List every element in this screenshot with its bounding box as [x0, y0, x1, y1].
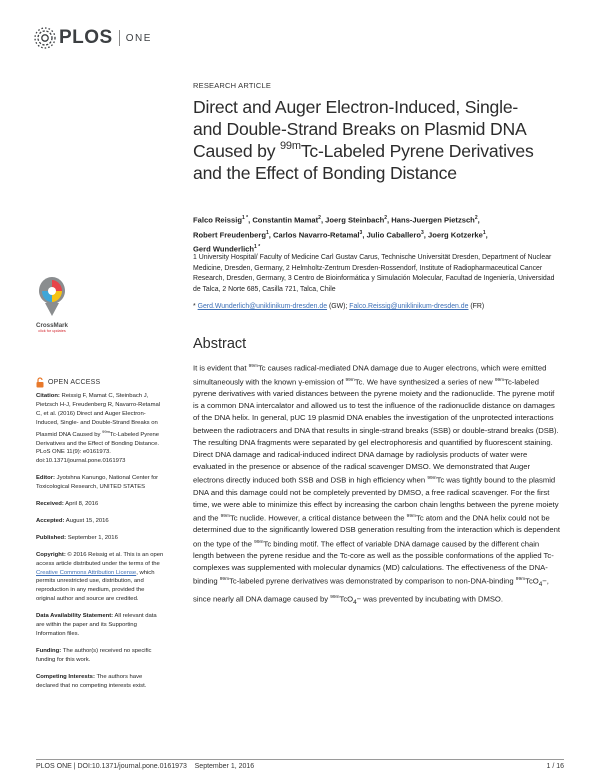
crossmark-label: CrossMark [36, 322, 68, 329]
meta-label: Received: [36, 501, 64, 508]
page-number: 1 / 16 [546, 763, 564, 770]
logo-divider [119, 30, 120, 46]
open-access-badge [36, 377, 100, 388]
competing-interests [36, 673, 164, 691]
author-affil: 1 * [254, 244, 261, 251]
abstract-text: was prevented by incubating with DMSO. [361, 594, 503, 604]
corresp-marker: * [193, 303, 198, 310]
meta-text: , which permits unrestricted use, distribution, and reproduction in any medium, provided the original author and source are credited. [36, 569, 155, 603]
copyright [36, 551, 164, 604]
author-affil: 1 [266, 229, 269, 236]
meta-label: Accepted: [36, 517, 65, 524]
charge: − [542, 576, 547, 586]
footer-divider [36, 759, 564, 760]
author-affil: 3 [359, 229, 363, 236]
accepted-date [36, 517, 164, 526]
crossmark-sub: click for updates [38, 329, 66, 333]
abstract-text: TcO [339, 594, 354, 604]
meta-text: August 15, 2016 [64, 517, 109, 524]
meta-label: Published: [36, 534, 67, 541]
author-name[interactable]: Constantin Mamat [252, 215, 319, 225]
abstract-text: Tc-labeled pyrene derivatives was demonstrated by comparison to non-DNA-binding [229, 576, 516, 586]
isotope-superscript: 99m [254, 539, 264, 545]
author-name[interactable]: Carlos Navarro-Retamal [273, 230, 360, 240]
author-name[interactable]: Falco Reissig [193, 215, 242, 225]
abstract-text: Tc causes radical-mediated DNA damage due to Auger electrons, which were emitted simultaneously with the known γ-emission of [193, 363, 547, 387]
logo-brand: PLOS [59, 27, 113, 48]
meta-text: The author(s) received no specific funding for this work. [36, 647, 152, 663]
title-line [193, 140, 553, 162]
editor [36, 474, 164, 492]
funding [36, 647, 164, 665]
isotope-superscript: 99m [515, 577, 526, 583]
isotope-superscript: 99m [427, 475, 437, 481]
author-name[interactable]: Robert Freudenberg [193, 230, 266, 240]
article-title [193, 96, 553, 184]
isotope-superscript: 99m [345, 377, 355, 383]
meta-label: Copyright: [36, 551, 66, 558]
corresp-initials: (GW); [327, 303, 350, 310]
meta-text: April 8, 2016 [63, 501, 99, 508]
license-link[interactable]: Creative Commons Attribution License [36, 569, 137, 576]
title-line: and Double-Strand Breaks on Plasmid DNA [193, 119, 527, 139]
author-affil: 2 [474, 215, 478, 221]
abstract-text: Tc nuclide. However, a critical distance between the [229, 513, 407, 523]
citation [36, 392, 164, 466]
isotope-superscript: 99m [220, 513, 230, 519]
abstract-text: It is evident that [193, 363, 249, 373]
footer-citation: PLOS ONE | DOI:10.1371/journal.pone.0161973 September 1, 2016 [36, 763, 255, 770]
email-link[interactable]: Gerd.Wunderlich@uniklinikum-dresden.de [197, 303, 328, 310]
crossmark-icon [37, 276, 67, 316]
plos-logo-icon [34, 27, 56, 49]
isotope-superscript: 99m [494, 377, 505, 383]
abstract-text: TcO [525, 576, 539, 586]
published-date [36, 534, 164, 543]
isotope-superscript: 99m [248, 364, 258, 369]
author-affil: 1 * [241, 215, 249, 221]
email-link[interactable]: Falco.Reissig@uniklinikum-dresden.de [349, 303, 469, 310]
author-affil: 1 [482, 229, 486, 236]
subscript: 4 [538, 581, 543, 589]
data-availability [36, 612, 164, 639]
article-type: RESEARCH ARTICLE [193, 81, 272, 90]
author-name[interactable]: Gerd Wunderlich [193, 244, 255, 254]
title-line: and the Effect of Bonding Distance [193, 163, 457, 183]
author-affil: 3 [421, 229, 424, 236]
meta-text: The authors have declared that no competing interests exist. [36, 673, 147, 689]
author-affil: 2 [318, 215, 321, 221]
author-affil: 2 [384, 215, 388, 221]
abstract-text: Tc atom and the DNA helix could not be determined due to the significantly lowered DSB generation resulting from the interaction which is dependent on the type of the [193, 513, 560, 549]
affiliations: 1 University Hospital/ Faculty of Medicine Carl Gustav Carus, Technische Universität Dresden, Department of Nuclear Medicine, Dresden, Germany, 2 Helmholtz-Zentrum Dresden-Rossendorf, Institute of Radiopharmaceutical Cancer Research, Dresden, Germany, 3 Centro de Bioinformática y Simulación Molecular, Facultad de Ingeniería, Universidad de Talca, 2 Norte 685, Casilla 721, Talca, Chile [193, 254, 555, 293]
isotope-superscript: 99m [330, 594, 340, 600]
correspondence [193, 302, 563, 312]
author-name[interactable]: Julio Caballero [366, 230, 421, 240]
author-name[interactable]: Joerg Steinbach [325, 215, 385, 225]
article-metadata [36, 392, 164, 699]
meta-label: Data Availability Statement: [36, 613, 114, 620]
meta-label: Funding: [36, 647, 62, 654]
open-access-label: OPEN ACCESS [48, 379, 101, 386]
meta-text: Reissig F, Mamat C, Steinbach J, Pietzsch H-J, Freudenberg R, Navarro-Retamal C, et al. (2016) Direct and Auger Electron-Induced, Single- and Double-Strand Breaks on Plasmid DNA Caused by [36, 393, 161, 438]
isotope-superscript: 99m [102, 428, 110, 434]
meta-text: September 1, 2016 [66, 534, 118, 541]
meta-label: Editor: [36, 475, 55, 482]
abstract-text: Tc. We have synthesized a series of new [354, 377, 495, 387]
title-text: Caused by [193, 141, 280, 161]
meta-label: Competing Interests: [36, 673, 95, 680]
meta-label: Citation: [36, 393, 60, 399]
corresp-initials: (FR) [468, 303, 485, 310]
received-date [36, 500, 164, 509]
subscript: 4 [353, 598, 357, 606]
meta-text: All relevant data are within the paper and its Supporting Information files. [36, 613, 157, 637]
title-line: Direct and Auger Electron-Induced, Single- [193, 97, 519, 117]
abstract-body [193, 361, 561, 609]
isotope-superscript: 99m [406, 513, 416, 519]
abstract-text: , since nearly all DNA damage caused by [193, 576, 549, 604]
crossmark-badge[interactable] [28, 276, 76, 333]
isotope-superscript: 99m [280, 140, 301, 153]
author-list: Falco Reissig$^{1 *}$, Constantin Mamat$^2$, Joerg Steinbach$^2$, Hans-Juergen Pietzsch$^2$, Robert Freudenberg$^1$, Carlos Navarro-Retamal$^3$, Julio Caballero$^3$, Joerg Kotzerke$^1$, Gerd Wunderlich$^{1 *}$ [193, 215, 488, 254]
logo-journal: ONE [125, 32, 152, 44]
open-lock-icon [36, 377, 44, 388]
abstract-text: Tc-labeled pyrene derivatives with varied distances between the pyrene moiety and the radionuclide. The pyrene motif is a common DNA intercalator and allowed us to test the influence of the radionuclide distance on damages of the DNA helix. In general, pUC 19 plasmid DNA enables the investigation of the unprotected interactions between the radiotracers and DNA that results in single-strand breaks (SSB) or double-strand breaks (DSB). The resulting DNA fragments were separated by gel electrophoresis and quantified by fluorescent staining. Direct DNA damage and radical-induced indirect DNA damage by radiolysis products of water were evaluated in the presence or absence of the radical scavenger DMSO. We demonstrated that Auger electrons directly induced both SSB and DSB in high efficiency when [193, 377, 559, 485]
author-name[interactable]: Hans-Juergen Pietzsch [391, 215, 475, 225]
meta-text: © 2016 Reissig et al. This is an open access article distributed under the terms of the [36, 551, 164, 567]
title-text: Tc-Labeled Pyrene Derivatives [300, 141, 534, 161]
meta-text: Tc-Labeled Pyrene Derivatives and the Effect of Bonding Distance. PLoS ONE 11(9): e0161973. doi:10.1371/journal.pone.0161973 [36, 431, 160, 465]
journal-logo [34, 26, 152, 50]
abstract-text: Tc was tightly bound to the plasmid DNA and this damage could not be completely prevented by DMSO, a free radical scavenger. For the first time, we were able to minimize this effect by increasing the carbon chain lengths between the pyrene moiety and the [193, 475, 559, 523]
charge: − [356, 594, 362, 604]
isotope-superscript: 99m [219, 577, 230, 583]
abstract-heading: Abstract [193, 336, 247, 352]
author-name[interactable]: Joerg Kotzerke [428, 230, 483, 240]
meta-text: Jyotshna Kanungo, National Center for Toxicological Research, UNITED STATES [36, 475, 159, 491]
abstract-text: Tc binding motif. The effect of variable DNA damage caused by the different chain length between the pyrene residue and the Tc-core as well as the possible conformations of the applied Tc-complexes was supplemented with molecular dynamics (MD) calculations. The effectiveness of the DNA-binding [193, 539, 554, 586]
